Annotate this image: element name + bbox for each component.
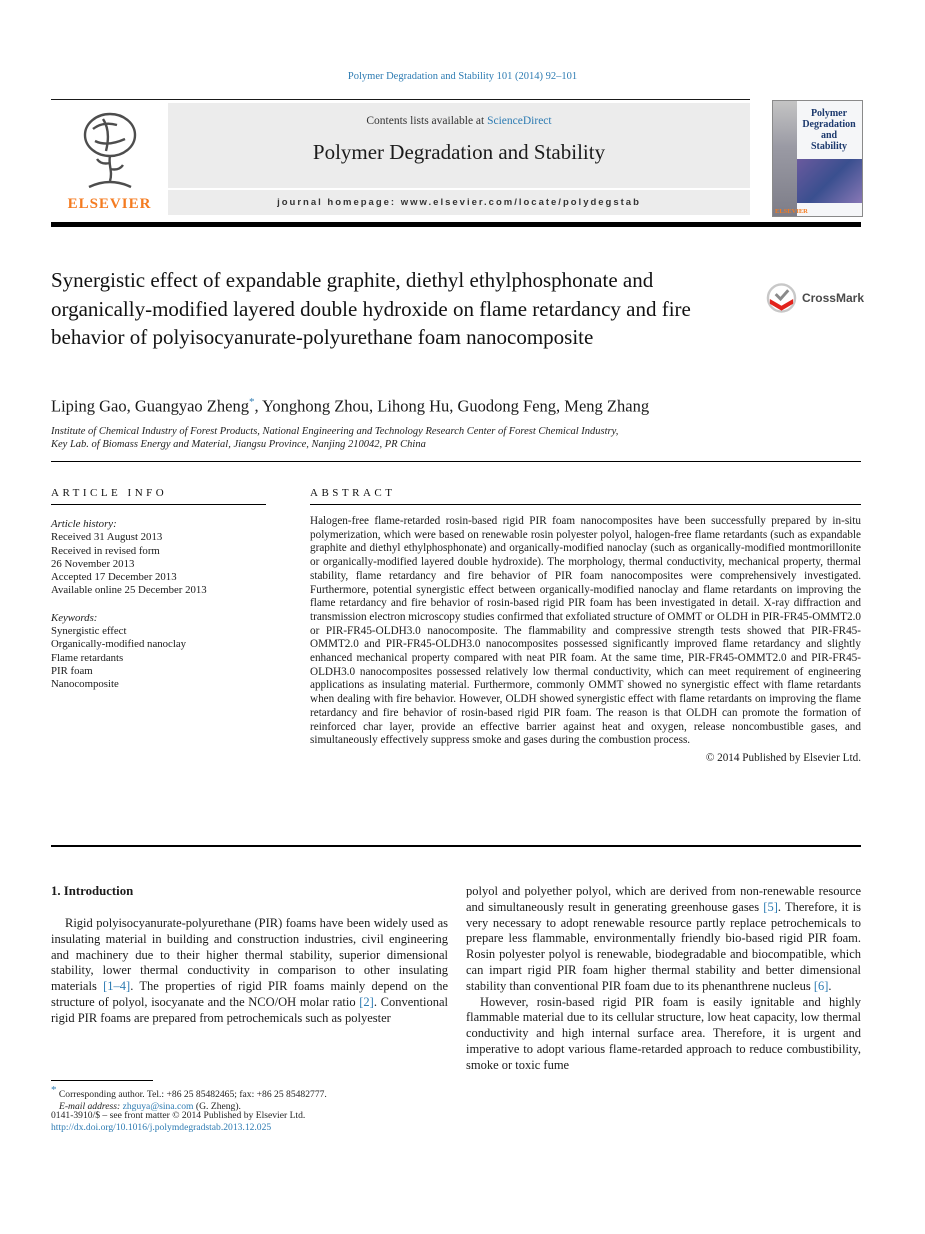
cover-image-strip: [773, 101, 797, 216]
keywords-label: Keywords:: [51, 611, 98, 624]
crossmark-badge[interactable]: [766, 280, 864, 316]
cover-title-line: and: [820, 130, 838, 141]
journal-citation-line: Polymer Degradation and Stability 101 (2014) 92–101: [347, 71, 578, 82]
affiliation: [51, 425, 831, 451]
intro-paragraph-1-continued: [466, 884, 861, 995]
paragraph-text: polyol and polyether polyol, which are derived from non-renewable resource and simultaneously result in generating greenhouse gases: [466, 884, 861, 914]
cover-elsevier-mark: ELSEVIER: [775, 208, 808, 215]
article-title: Synergistic effect of expandable graphite, diethyl ethylphosphonate and organically-modified layered double hydroxide on flame retardancy and fire behavior of polyisocyanurate-polyurethane foam nanocomposite: [51, 268, 691, 349]
elsevier-tree-icon: [73, 107, 147, 193]
journal-banner: [168, 103, 750, 215]
email-suffix: (G. Zheng).: [193, 1100, 241, 1112]
abstract-rule: [310, 504, 861, 505]
history-line: Received 31 August 2013: [51, 531, 163, 544]
corresponding-author-mark[interactable]: *: [248, 396, 255, 408]
paragraph-text: .: [828, 978, 832, 993]
elsevier-wordmark: ELSEVIER: [67, 196, 152, 212]
email-label: E-mail address:: [59, 1100, 121, 1112]
top-rule: [51, 99, 750, 100]
journal-homepage-link[interactable]: journal homepage: www.elsevier.com/locate/polydegstab: [168, 188, 750, 215]
issn-copyright-line: 0141-3910/$ – see front matter © 2014 Published by Elsevier Ltd.: [51, 1110, 306, 1121]
doi-link[interactable]: http://dx.doi.org/10.1016/j.polymdegradstab.2013.12.025: [51, 1122, 272, 1133]
keyword-item: Synergistic effect: [51, 625, 127, 638]
copyright-line: © 2014 Published by Elsevier Ltd.: [705, 751, 861, 764]
journal-cover-thumbnail[interactable]: [772, 100, 863, 217]
paragraph-text: . Therefore, it is very necessary to adopt renewable resource partly replace petrochemicals to prepare less flammable, environmentally friendly bio-based rigid PIR foam. Rosin polyester polyol is renewable, biodegradable and biocompatible, which can impart rigid PIR foam higher thermal stability and better dimensional stability than conventional PIR foam due to its phenanthrene nucleus: [466, 899, 862, 993]
cover-title: [799, 108, 859, 152]
header-divider-bar: [51, 222, 861, 227]
authors-text: Liping Gao, Guangyao Zheng: [51, 396, 249, 416]
citation-ref-1-4[interactable]: [1–4]: [103, 979, 131, 994]
elsevier-logo: [51, 103, 168, 215]
history-line: Received in revised form: [51, 544, 160, 557]
citation-ref-6[interactable]: [6]: [813, 978, 829, 993]
citation-ref-5[interactable]: [5]: [763, 899, 778, 914]
footnote-block: [51, 1085, 461, 1113]
footnote-rule: [51, 1080, 153, 1081]
history-line: 26 November 2013: [51, 557, 135, 570]
article-history-label: Article history:: [51, 518, 117, 530]
cover-title-line: Polymer: [810, 108, 848, 119]
author-list: [51, 396, 811, 417]
crossmark-label: CrossMark: [801, 291, 864, 305]
keyword-item: Flame retardants: [51, 651, 124, 664]
paragraph-text: Rigid polyisocyanurate-polyurethane (PIR) foams have been widely used as insulating material in building and construction industries, civil engineering and machinery due to their higher thermal stability, superior dimensional stability, lower thermal conductivity in comparison to other insulating materials: [51, 916, 448, 994]
authors-text: , Yonghong Zhou, Lihong Hu, Guodong Feng, Meng Zhang: [254, 396, 650, 416]
article-info-rule: [51, 504, 266, 505]
body-column-right: [466, 884, 861, 1074]
introduction-heading: 1. Introduction: [51, 884, 134, 898]
sciencedirect-link[interactable]: ScienceDirect: [487, 115, 552, 127]
article-info-heading: ARTICLE INFO: [51, 487, 168, 499]
keyword-item: PIR foam: [51, 664, 93, 677]
footnote-mark: *: [51, 1084, 57, 1096]
affiliation-line: Institute of Chemical Industry of Forest Products, National Engineering and Technology Research Center of Forest Chemical Industry,: [51, 426, 619, 437]
crossmark-icon: [766, 282, 797, 314]
section-rule: [51, 461, 861, 462]
citation-ref-2[interactable]: [2]: [359, 994, 374, 1009]
cover-title-line: Stability: [810, 141, 848, 152]
abstract-block: [310, 515, 861, 764]
footnote-text: Corresponding author. Tel.: +86 25 85482465; fax: +86 25 85482777.: [56, 1089, 327, 1101]
corresponding-author-note: [51, 1085, 461, 1101]
abstract-bottom-rule: [51, 845, 861, 847]
banner-journal-title: Polymer Degradation and Stability: [312, 140, 606, 164]
cover-artwork: [797, 159, 862, 203]
history-line: Accepted 17 December 2013: [51, 571, 177, 584]
intro-paragraph-2: However, rosin-based rigid PIR foam is easily ignitable and highly flammable material due to its cellular structure, low heat capacity, low thermal conductivity and high internal surface area. Therefore, it is urgent and imperative to adopt various flame-retarded approach to reduce combustibility, smoke or toxic fume: [466, 994, 861, 1072]
email-link[interactable]: zhguya@sina.com: [122, 1100, 194, 1112]
contents-prefix: Contents lists available at: [366, 115, 488, 127]
contents-line: [168, 115, 750, 127]
body-column-left: [51, 884, 448, 1027]
affiliation-line: Key Lab. of Biomass Energy and Material, Jiangsu Province, Nanjing 210042, PR China: [51, 439, 426, 450]
abstract-heading: ABSTRACT: [310, 487, 396, 499]
abstract-text: Halogen-free flame-retarded rosin-based rigid PIR foam nanocomposites have been successfully prepared by in-situ polymerization, which were based on renewable rosin polyester polyol, halogen-free flame retardants (such as expandable graphite and diethyl ethylphosphonate) and organically-modified nanoclay (such as organically-modified montmorillonite or organically-modified layered double hydroxide). The morphology, thermal conductivity, mechanical property, thermal stability, flame retardancy and fire behavior of PIR foam nanocomposites were comprehensively investigated. Furthermore, potential synergistic effect between organically-modified nanoclay and flame retardants on improving the flame retardancy and fire behavior of rosin-based rigid PIR foam has been investigated in detail. X-ray diffraction and transmission electron microscopy studies confirmed that exfoliated structure of OMMT or OLDH in PIR-FR45-OMMT2.0 or PIR-FR45-OLDH3.0 nanocomposite. The flammability and compressive strength tests showed that PIR-FR45-OMMT2.0 and PIR-FR45-OLDH3.0 nanocomposites possessed significantly improved flame retardancy and slightly enhanced mechanical property compared with neat PIR foam. At the same time, PIR-FR45-OMMT2.0 and PIR-FR45-OLDH3.0 nanocomposites possessed relatively low thermal conductivity, which can meet requirement of engineering applications as insulating material. Furthermore, commonly OMMT showed no synergistic effect with flame retardants when dealing with fire behavior. However, OLDH showed synergistic effect with flame retardants on improving the flame retardancy and fire behavior of rosin-based rigid PIR foam. The reason is that OLDH can promote the formation of reinforced char layer, provide an effective barrier against heat and oxygen, release noncombustible gases, and simultaneously effectively suppress smoke and gases during the combustion process.: [310, 515, 861, 747]
history-line: Available online 25 December 2013: [51, 584, 207, 597]
paragraph-text: . The properties of rigid PIR foams mainly depend on the structure of polyol, isocyanate and the NCO/OH molar ratio: [51, 979, 448, 1009]
cover-title-line: Degradation: [802, 119, 856, 130]
intro-paragraph-1: [51, 916, 448, 1027]
article-info-block: [51, 518, 273, 692]
keyword-item: Organically-modified nanoclay: [51, 638, 187, 651]
paragraph-text: . Conventional rigid PIR foams are prepared from petrochemicals such as polyester: [51, 994, 448, 1025]
keyword-item: Nanocomposite: [51, 678, 119, 691]
